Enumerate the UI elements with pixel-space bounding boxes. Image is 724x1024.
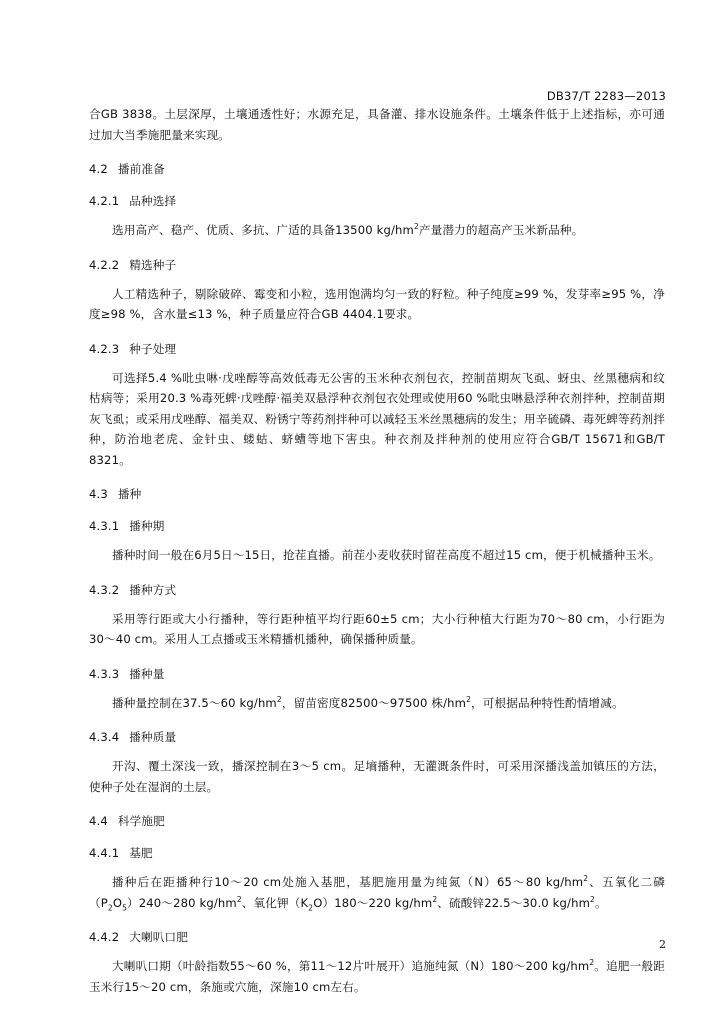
paragraph-trumpet-stage-fertilizer: 大喇叭口期（叶龄指数55～60 %，第11～12片叶展开）追施纯氮（N）180～200 $kg/hm^2$。追肥一般距玉米行15～20 cm，条施或穴施，深施10 cm左右。 — [89, 958, 665, 994]
paragraph-sowing-method: 采用等行距或大小行播种，等行距种植平均行距60±5 cm；大小行种植大行距为70～80 cm，小行距为30～40 cm。采用人工点播或玉米精播机播种，确保播种质量。 — [89, 611, 665, 646]
heading-number: 4.3.4 — [89, 730, 120, 744]
heading-4-3-3 — [89, 666, 665, 682]
heading-4-4-2 — [89, 929, 665, 945]
heading-title: 种子处理 — [129, 341, 177, 356]
heading-4-2-2 — [89, 257, 665, 273]
paragraph-sowing-amount: 播种量控制在37.5～60 $kg/hm^2$，留苗密度82500～97500 株$/hm^2$，可根据品种特性酌情增减。 — [112, 694, 624, 710]
heading-number: 4.2 — [89, 162, 108, 176]
heading-4-2-1 — [89, 193, 665, 209]
intro-paragraph: 合GB 3838。土层深厚，土壤通透性好；水源充足，具备灌、排水设施条件。土壤条件低于上述指标，亦可通过加大当季施肥量来实现。 — [89, 107, 666, 142]
heading-number: 4.3.2 — [89, 582, 120, 597]
standard-code: DB37/T 2283—2013 — [546, 89, 666, 103]
heading-title: 播种期 — [129, 519, 165, 533]
document-body — [89, 104, 665, 997]
heading-title: 播种量 — [129, 666, 165, 681]
heading-number: 4.2.3 — [89, 341, 120, 356]
heading-number: 4.3.1 — [89, 519, 120, 533]
paragraph-seed-treatment: 可选择5.4 %吡虫啉·戊唑醇等高效低毒无公害的玉米种衣剂包衣，控制苗期灰飞虱、蚜虫、丝黑穗病和纹枯病等；采用20.3 %毒死蜱·戊唑醇·福美双悬浮种衣剂包衣处理或使用60 %吡虫啉悬浮种衣剂拌种，控制苗期灰飞虱；或采用戊唑醇、福美双、粉锈宁等药剂拌种可以减轻玉米丝黑穗病的发生；用辛硫磷、毒死蜱等药剂拌种，防治地老虎、金针虫、蝼蛄、蛴螬等地下害虫。种衣剂及拌种剂的使用应符合GB/T 15671和GB/T 8321。 — [89, 370, 665, 467]
paragraph-sowing-quality: 开沟、覆土深浅一致，播深控制在3～5 cm。足墒播种，无灌溉条件时，可采用深播浅盖加镇压的方法，使种子处在湿润的土层。 — [89, 759, 665, 794]
heading-number: 4.4.1 — [89, 846, 120, 860]
heading-4-4-1 — [89, 845, 665, 861]
paragraph-variety-selection: 选用高产、稳产、优质、多抗、广适的具备13500 $kg/hm^2$产量潜力的超高产玉米新品种。 — [112, 222, 584, 237]
heading-4-2 — [89, 161, 665, 177]
heading-number: 4.2.2 — [89, 257, 120, 272]
heading-4-3-1 — [89, 518, 665, 534]
paragraph-base-fertilizer: 播种后在距播种行10～20 cm处施入基肥，基肥施用量为纯氮（N）65～80 $kg/hm^2$、五氧化二磷$(P_2O_5)240\sim 280$ $kg/hm^2$、氧化钾$(K_2O)180\sim 220$ $kg/hm^2$、硫酸锌22.5～30.0 $kg/hm^2$。 — [89, 874, 666, 912]
heading-title: 科学施肥 — [117, 814, 165, 828]
heading-title: 播前准备 — [117, 162, 165, 176]
heading-title: 品种选择 — [129, 194, 177, 208]
heading-number: 4.2.1 — [89, 194, 120, 208]
heading-4-2-3 — [89, 341, 665, 357]
heading-title: 基肥 — [129, 846, 153, 860]
heading-number: 4.4.2 — [89, 930, 120, 944]
heading-number: 4.3.3 — [89, 666, 120, 681]
heading-title: 精选种子 — [129, 257, 177, 272]
heading-title: 播种 — [117, 487, 142, 501]
heading-4-4 — [89, 813, 665, 829]
page-number: 2 — [659, 938, 666, 951]
heading-title: 大喇叭口肥 — [129, 930, 188, 944]
paragraph-sowing-period: 播种时间一般在6月5日～15日，抢茬直播。前茬小麦收获时留茬高度不超过15 cm，便于机械播种玉米。 — [112, 548, 661, 562]
heading-4-3 — [89, 486, 665, 502]
heading-number: 4.4 — [89, 814, 108, 828]
heading-number: 4.3 — [89, 487, 108, 501]
heading-title: 播种质量 — [129, 730, 177, 744]
heading-4-3-4 — [89, 729, 665, 745]
paragraph-seed-selection: 人工精选种子，剔除破碎、霉变和小粒，选用饱满均匀一致的籽粒。种子纯度≥99 %，发芽率≥95 %，净度≥98 %，含水量≤13 %，种子质量应符合GB 4404.1要求。 — [89, 286, 665, 321]
heading-4-3-2 — [89, 582, 665, 598]
heading-title: 播种方式 — [129, 582, 177, 597]
